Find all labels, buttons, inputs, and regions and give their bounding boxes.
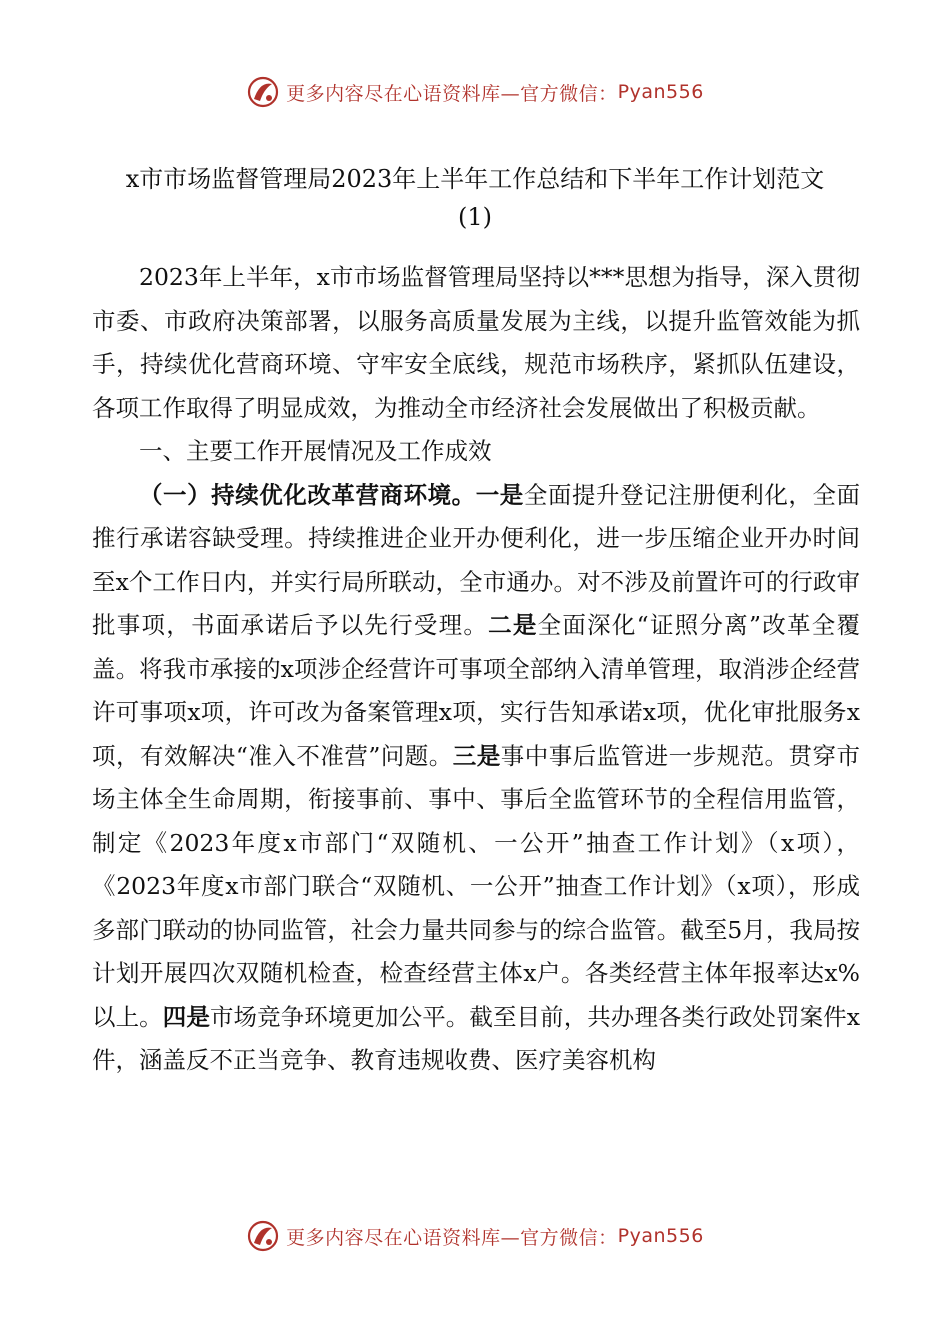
watermark-text: 更多内容尽在心语资料库—官方微信： (286, 82, 618, 105)
document-title (60, 160, 890, 236)
item-text-4: 市场竞争环境更加公平。截至目前，共办理各类行政处罚案件x件，涵盖反不正当竞争、教育违规收费、医疗美容机构 (92, 1002, 860, 1074)
item-text-1: 全面提升登记注册便利化，全面推行承诺容缺受理。持续推进企业开办便利化，进一步压缩企业开办时间至x个工作日内，并实行局所联动，全市通办。对不涉及前置许可的行政审批事项，书面承诺后予以先行受理。 (92, 480, 861, 639)
item-lead-1: 一是 (475, 480, 524, 509)
section-heading: 一、主要工作开展情况及工作成效 (139, 437, 492, 465)
item-lead-3: 三是 (452, 741, 501, 770)
title-line-1: x市市场监督管理局2023年上半年工作总结和下半年工作计划范文 (125, 165, 825, 193)
item-lead-4: 四是 (162, 1002, 210, 1031)
subsection-paragraph (92, 474, 860, 1083)
brand-logo-icon (246, 1219, 280, 1253)
watermark-text: 更多内容尽在心语资料库—官方微信： (286, 1226, 618, 1249)
document-body (92, 256, 860, 1083)
item-text-2: 全面深化“证照分离”改革全覆盖。将我市承接的x项涉企经营许可事项全部纳入清单管理，取消涉企经营许可事项x项，许可改为备案管理x项，实行告知承诺x项，优化审批服务x项，有效解决“准入不准营”问题。 (92, 611, 861, 770)
intro-paragraph: 2023年上半年，x市市场监督管理局坚持以***思想为指导，深入贯彻市委、市政府决策部署，以服务高质量发展为主线，以提升监管效能为抓手，持续优化营商环境、守牢安全底线，规范市场秩序，紧抓队伍建设，各项工作取得了明显成效，为推动全市经济社会发展做出了积极贡献。 (92, 263, 860, 422)
title-line-2: (1) (458, 203, 492, 231)
watermark-banner-top (0, 72, 950, 112)
item-lead-2: 二是 (488, 611, 538, 639)
watermark-wechat-id: Pyan556 (617, 81, 704, 103)
item-text-3: 事中事后监管进一步规范。贯穿市场主体全生命周期，衔接事前、事中、事后全监管环节的全程信用监管，制定《2023年度x市部门“双随机、一公开”抽查工作计划》（x项），《2023年度x市部门联合“双随机、一公开”抽查工作计划》（x项），形成多部门联动的协同监管，社会力量共同参与的综合监管。截至5月，我局按计划开展四次双随机检查，检查经营主体x户。各类经营主体年报率达x%以上。 (92, 741, 861, 1031)
watermark-wechat-id: Pyan556 (617, 1225, 704, 1247)
subsection-heading: （一）持续优化改革营商环境。 (139, 480, 476, 509)
brand-logo-icon (246, 75, 280, 109)
watermark-banner-bottom (0, 1216, 950, 1256)
